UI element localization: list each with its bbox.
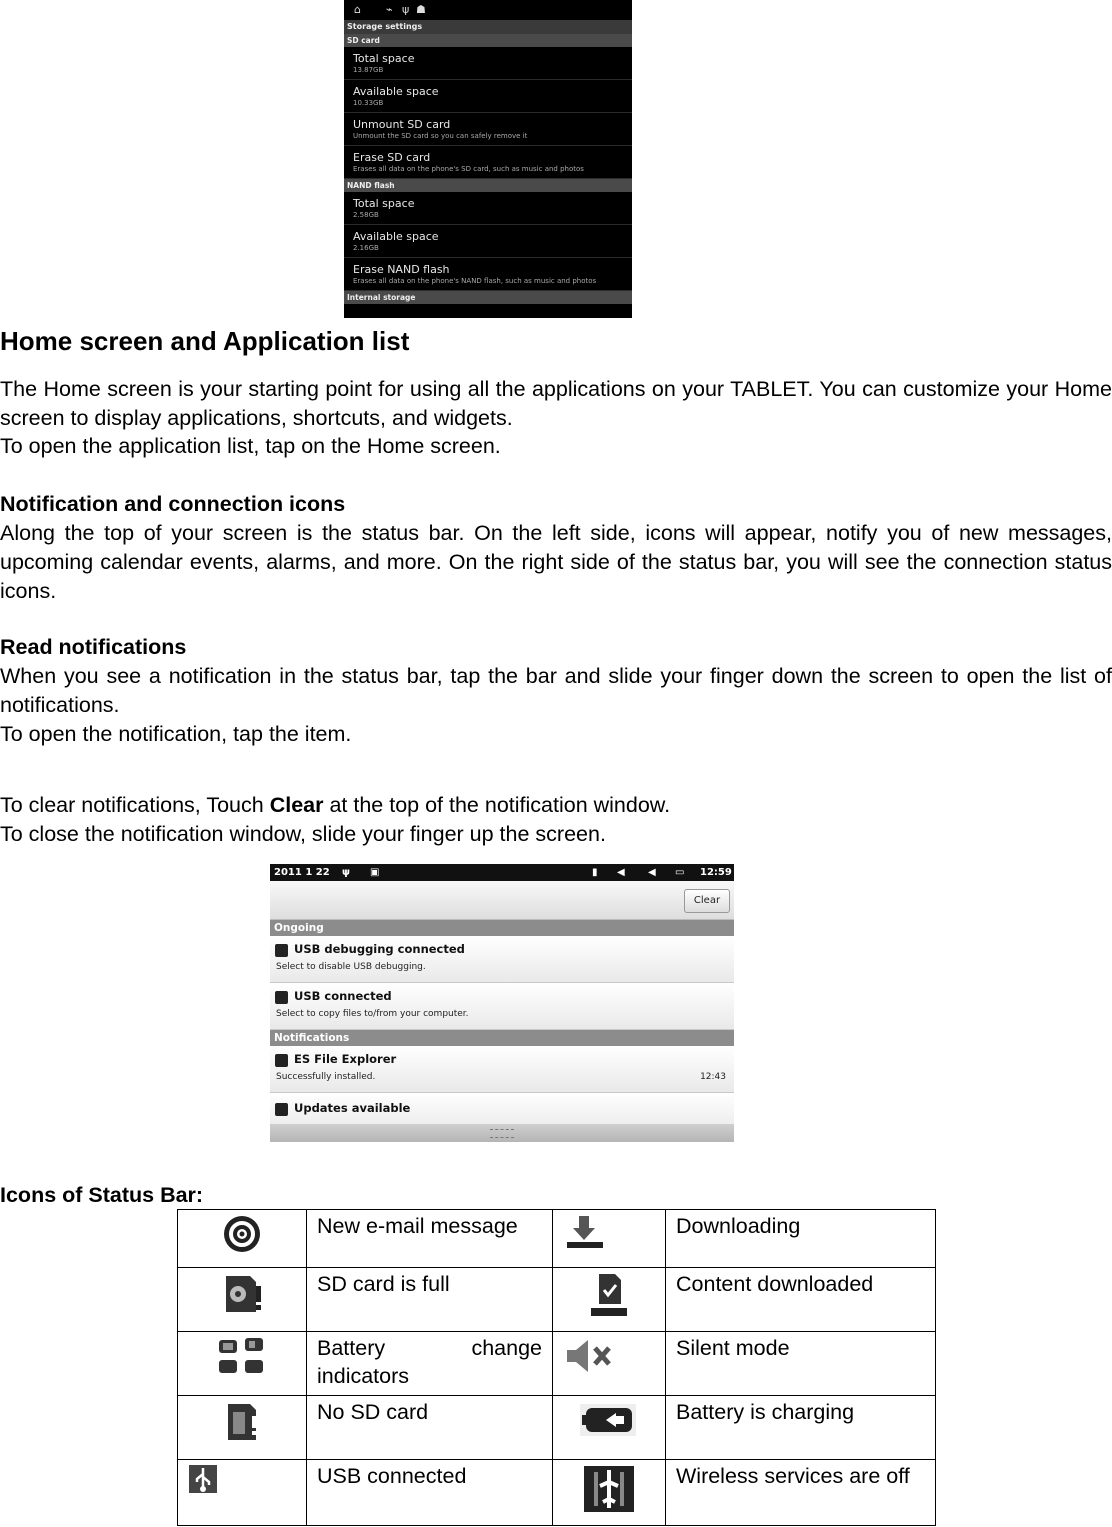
notification-subtitle: Select to disable USB debugging. [276, 962, 426, 972]
row-title: Erase SD card [353, 151, 431, 164]
storage-row-total-space [344, 47, 632, 80]
storage-row-nand-available [344, 225, 632, 258]
table-row [178, 1332, 936, 1396]
airplane-mode-icon [582, 1464, 636, 1521]
notification-usb-debugging[interactable] [270, 936, 734, 983]
heading-home-screen: Home screen and Application list [0, 326, 410, 356]
paragraph-open-notification: To open the notification, tap the item. [0, 722, 352, 746]
volume-icon: ◀ [617, 867, 625, 878]
downloading-icon [565, 1214, 605, 1257]
notification-status-bar [270, 864, 734, 881]
status-icon-label: USB connected [307, 1460, 553, 1526]
lock-icon [275, 1103, 288, 1116]
row-title: Total space [353, 197, 415, 210]
app-installed-icon [275, 1054, 288, 1067]
notification-subtitle: Select to copy files to/from your computer. [276, 1009, 469, 1019]
status-icon-label: Content downloaded [666, 1268, 936, 1332]
usb-icon: ψ [342, 867, 350, 878]
table-row [178, 1396, 936, 1460]
section-header-internal-storage: Internal storage [344, 291, 632, 304]
row-title: Erase NAND flash [353, 263, 450, 276]
usb-icon [275, 991, 288, 1004]
grip-icon [490, 1129, 514, 1138]
row-subtitle: Unmount the SD card so you can safely remove it [353, 132, 528, 140]
status-time: 12:59 [700, 867, 732, 878]
row-subtitle: Erases all data on the phone's NAND flash, such as music and photos [353, 277, 597, 285]
row-subtitle: 10.33GB [353, 99, 384, 107]
status-icon-label: Wireless services are off [666, 1460, 936, 1526]
drag-handle[interactable] [270, 1124, 734, 1142]
row-subtitle: 2.58GB [353, 211, 379, 219]
table-row [178, 1210, 936, 1268]
table-row [178, 1268, 936, 1332]
status-icon-label: Downloading [666, 1210, 936, 1268]
status-icon-label: No SD card [307, 1396, 553, 1460]
clear-text-pre: To clear notifications, Touch [0, 793, 270, 817]
storage-row-available-space [344, 80, 632, 113]
status-icon-label: Battery is charging [666, 1396, 936, 1460]
status-icon-label: Silent mode [666, 1332, 936, 1396]
notification-es-file-explorer[interactable] [270, 1046, 734, 1093]
heading-status-bar-icons: Icons of Status Bar: [0, 1183, 204, 1207]
paragraph-open-app-list: To open the application list, tap on the Home screen. [0, 434, 501, 458]
sd-full-icon [220, 1272, 264, 1323]
heading-notification-icons: Notification and connection icons [0, 492, 346, 516]
row-subtitle: 2.16GB [353, 244, 379, 252]
notification-time: 12:43 [700, 1072, 726, 1082]
notification-title: ES File Explorer [294, 1052, 397, 1066]
notification-window-screenshot [270, 864, 734, 1142]
row-title: Available space [353, 85, 439, 98]
home-icon: ⌂ [354, 3, 361, 16]
section-header-sd-card: SD card [344, 34, 632, 47]
row-title: Total space [353, 52, 415, 65]
storage-settings-screenshot [344, 0, 632, 318]
storage-row-unmount-sd[interactable] [344, 113, 632, 146]
row-subtitle: 13.87GB [353, 66, 384, 74]
row-title: Available space [353, 230, 439, 243]
storage-row-nand-total [344, 192, 632, 225]
paragraph-status-bar: Along the top of your screen is the status bar. On the left side, icons will appear, notify you of new messages, upcoming calendar events, alarms, and more. On the right side of the status bar, you will see the connection status icons. [0, 521, 1112, 603]
ongoing-header: Ongoing [270, 920, 734, 936]
notification-title: USB debugging connected [294, 942, 465, 956]
storage-row-erase-nand[interactable] [344, 258, 632, 291]
debug-icon: ☗ [416, 3, 426, 16]
notification-subtitle: Successfully installed. [276, 1072, 376, 1082]
paragraph-read-notifications: When you see a notification in the status bar, tap the bar and slide your finger down the screen to open the list of notifications. [0, 664, 1112, 717]
usb-icon [188, 1464, 218, 1501]
content-downloaded-icon [589, 1272, 629, 1325]
storage-row-erase-sd[interactable] [344, 146, 632, 179]
clear-bar [270, 881, 734, 920]
clear-text-post: at the top of the notification window. [323, 793, 671, 817]
status-icon-label: Battery change indicators [307, 1332, 553, 1396]
paragraph-clear-notifications [0, 791, 1112, 820]
paragraph-close-notifications: To close the notification window, slide your finger up the screen. [0, 822, 606, 846]
battery-change-icon [215, 1336, 269, 1385]
status-date: 2011 1 22 [274, 867, 330, 878]
signal-icon: ◀ [648, 867, 656, 878]
status-icons-table [177, 1209, 936, 1526]
debug-icon [275, 944, 288, 957]
notification-title: Updates available [294, 1101, 411, 1115]
battery-icon: ▭ [675, 867, 685, 878]
usb-icon: ψ [402, 3, 410, 16]
email-at-icon [219, 1214, 265, 1261]
heading-read-notifications: Read notifications [0, 635, 187, 659]
row-subtitle: Erases all data on the phone's SD card, such as music and photos [353, 165, 584, 173]
paragraph-home-screen: The Home screen is your starting point for using all the applications on your TABLET. You can customize your Home screen to display applications, shortcuts, and widgets. [0, 377, 1112, 430]
battery-charging-icon [578, 1400, 640, 1447]
sd-icon: ▮ [592, 867, 598, 878]
storage-title: Storage settings [344, 20, 632, 34]
no-sd-card-icon [222, 1400, 262, 1451]
table-row [178, 1460, 936, 1526]
satellite-icon: ⌁ [386, 3, 393, 16]
notifications-header: Notifications [270, 1030, 734, 1046]
silent-mode-icon [565, 1336, 615, 1383]
debug-icon: ▣ [370, 867, 380, 878]
row-title: Unmount SD card [353, 118, 451, 131]
clear-button[interactable]: Clear [684, 889, 730, 913]
status-icon-label: SD card is full [307, 1268, 553, 1332]
storage-status-bar [344, 0, 632, 20]
clear-text-bold: Clear [269, 793, 324, 817]
notification-title: USB connected [294, 989, 392, 1003]
notification-usb-connected[interactable] [270, 983, 734, 1030]
section-header-nand-flash: NAND flash [344, 179, 632, 192]
status-icon-label: New e-mail message [307, 1210, 553, 1268]
